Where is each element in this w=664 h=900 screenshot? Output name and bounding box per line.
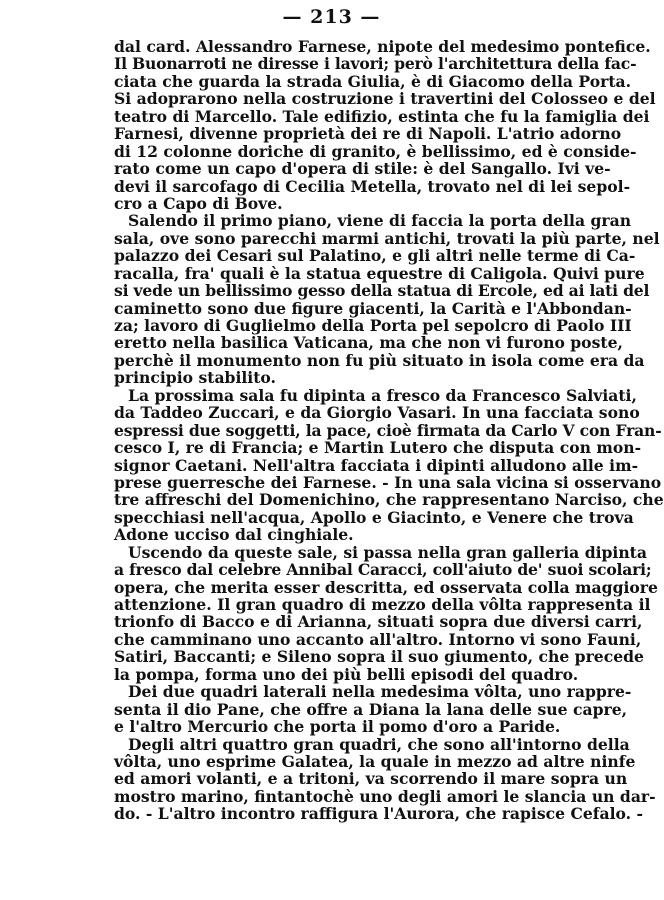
text-line: eretto nella basilica Vaticana, ma che non vi furono poste,	[114, 333, 623, 353]
text-line: teatro di Marcello. Tale edifizio, estinta che fu la famiglia dei	[114, 106, 650, 126]
text-line: la pompa, forma uno dei più belli episodi del quadro.	[114, 664, 579, 684]
text-line: a fresco dal celebre Annibal Caracci, coll'aiuto de' suoi scolari;	[114, 560, 652, 580]
text-line: trionfo di Bacco e di Arianna, situati sopra due diversi carri,	[114, 612, 643, 632]
text-line: principio stabilito.	[114, 368, 276, 388]
page-number: — 213 —	[282, 6, 381, 28]
text-line: Salendo il primo piano, viene di faccia la porta della gran	[128, 211, 632, 231]
text-line: caminetto sono due figure giacenti, la Carità e l'Abbondan-	[114, 298, 632, 318]
body-text	[114, 37, 664, 824]
text-line: prese guerresche dei Farnese. - In una sala vicina si osservano	[114, 472, 662, 492]
text-line: racalla, fra' quali è la statua equestre di Caligola. Quivi pure	[114, 263, 645, 283]
text-line: Uscendo da queste sale, si passa nella gran galleria dipinta	[128, 542, 647, 562]
text-line: Dei due quadri laterali nella medesima vôlta, uno rappre-	[128, 682, 632, 702]
text-line: sala, ove sono parecchi marmi antichi, trovati la più parte, nel	[114, 228, 660, 248]
text-line: e l'altro Mercurio che porta il pomo d'oro a Paride.	[114, 717, 561, 737]
text-line: di 12 colonne doriche di granito, è bellissimo, ed è conside-	[114, 141, 637, 161]
text-line: Si adoprarono nella costruzione i travertini del Colosseo e del	[114, 89, 656, 109]
text-line: si vede un bellissimo gesso della statua di Ercole, ed ai lati del	[114, 281, 650, 301]
text-line: cro a Capo di Bove.	[114, 193, 283, 213]
text-line: rato come un capo d'opera di stile: è del Sangallo. Ivi ve-	[114, 159, 611, 179]
text-line: Il Buonarroti ne diresse i lavori; però l'architettura della fac-	[114, 54, 637, 74]
text-line: tre affreschi del Domenichino, che rappresentano Narciso, che	[114, 490, 664, 510]
text-line: che camminano uno accanto all'altro. Intorno vi sono Fauni,	[114, 629, 642, 649]
text-line: cesco I, re di Francia; e Martin Lutero che disputa con mon-	[114, 438, 642, 458]
text-line: attenzione. Il gran quadro di mezzo della vôlta rappresenta il	[114, 595, 651, 614]
text-line: ciata che guarda la strada Giulia, è di Giacomo della Porta.	[114, 71, 632, 91]
text-line: palazzo dei Cesari sul Palatino, e gli altri nelle terme di Ca-	[114, 246, 636, 266]
text-line: perchè il monumento non fu più situato in isola come era da	[114, 350, 645, 370]
text-line: ed amori volanti, e a tritoni, va scorrendo il mare sopra un	[114, 769, 628, 789]
text-line: Adone ucciso dal cinghiale.	[114, 525, 354, 545]
text-line: specchiasi nell'acqua, Apollo e Giacinto, e Venere che trova	[114, 507, 634, 527]
text-line: mostro marino, fintantochè uno degli amori le slancia un dar-	[114, 786, 656, 806]
text-line: dal card. Alessandro Farnese, nipote del medesimo pontefice.	[114, 37, 651, 56]
text-line: Satiri, Baccanti; e Sileno sopra il suo giumento, che precede	[114, 647, 644, 667]
text-line: espressi due soggetti, la pace, cioè firmata da Carlo V con Fran-	[114, 420, 662, 440]
text-line: Degli altri quattro gran quadri, che sono all'intorno della	[128, 734, 630, 754]
text-line: opera, che merita esser descritta, ed osservata colla maggiore	[114, 577, 658, 597]
text-line: vôlta, uno esprime Galatea, la quale in mezzo ad altre ninfe	[114, 751, 636, 771]
text-line: devi il sarcofago di Cecilia Metella, trovato nel di lei sepol-	[114, 176, 631, 196]
text-line: da Taddeo Zuccari, e da Giorgio Vasari. In una facciata sono	[114, 403, 640, 423]
text-line: Farnesi, divenne proprietà dei re di Napoli. L'atrio adorno	[114, 124, 622, 144]
text-line: do. - L'altro incontro raffigura l'Aurora, che rapisce Cefalo. -	[114, 804, 643, 824]
text-line: signor Caetani. Nell'altra facciata i dipinti alludono alle im-	[114, 455, 639, 475]
text-line: La prossima sala fu dipinta a fresco da Francesco Salviati,	[128, 385, 637, 405]
text-line: senta il dio Pane, che offre a Diana la lana delle sue capre,	[114, 699, 628, 719]
text-line: za; lavoro di Guglielmo della Porta pel sepolcro di Paolo III	[114, 316, 632, 335]
